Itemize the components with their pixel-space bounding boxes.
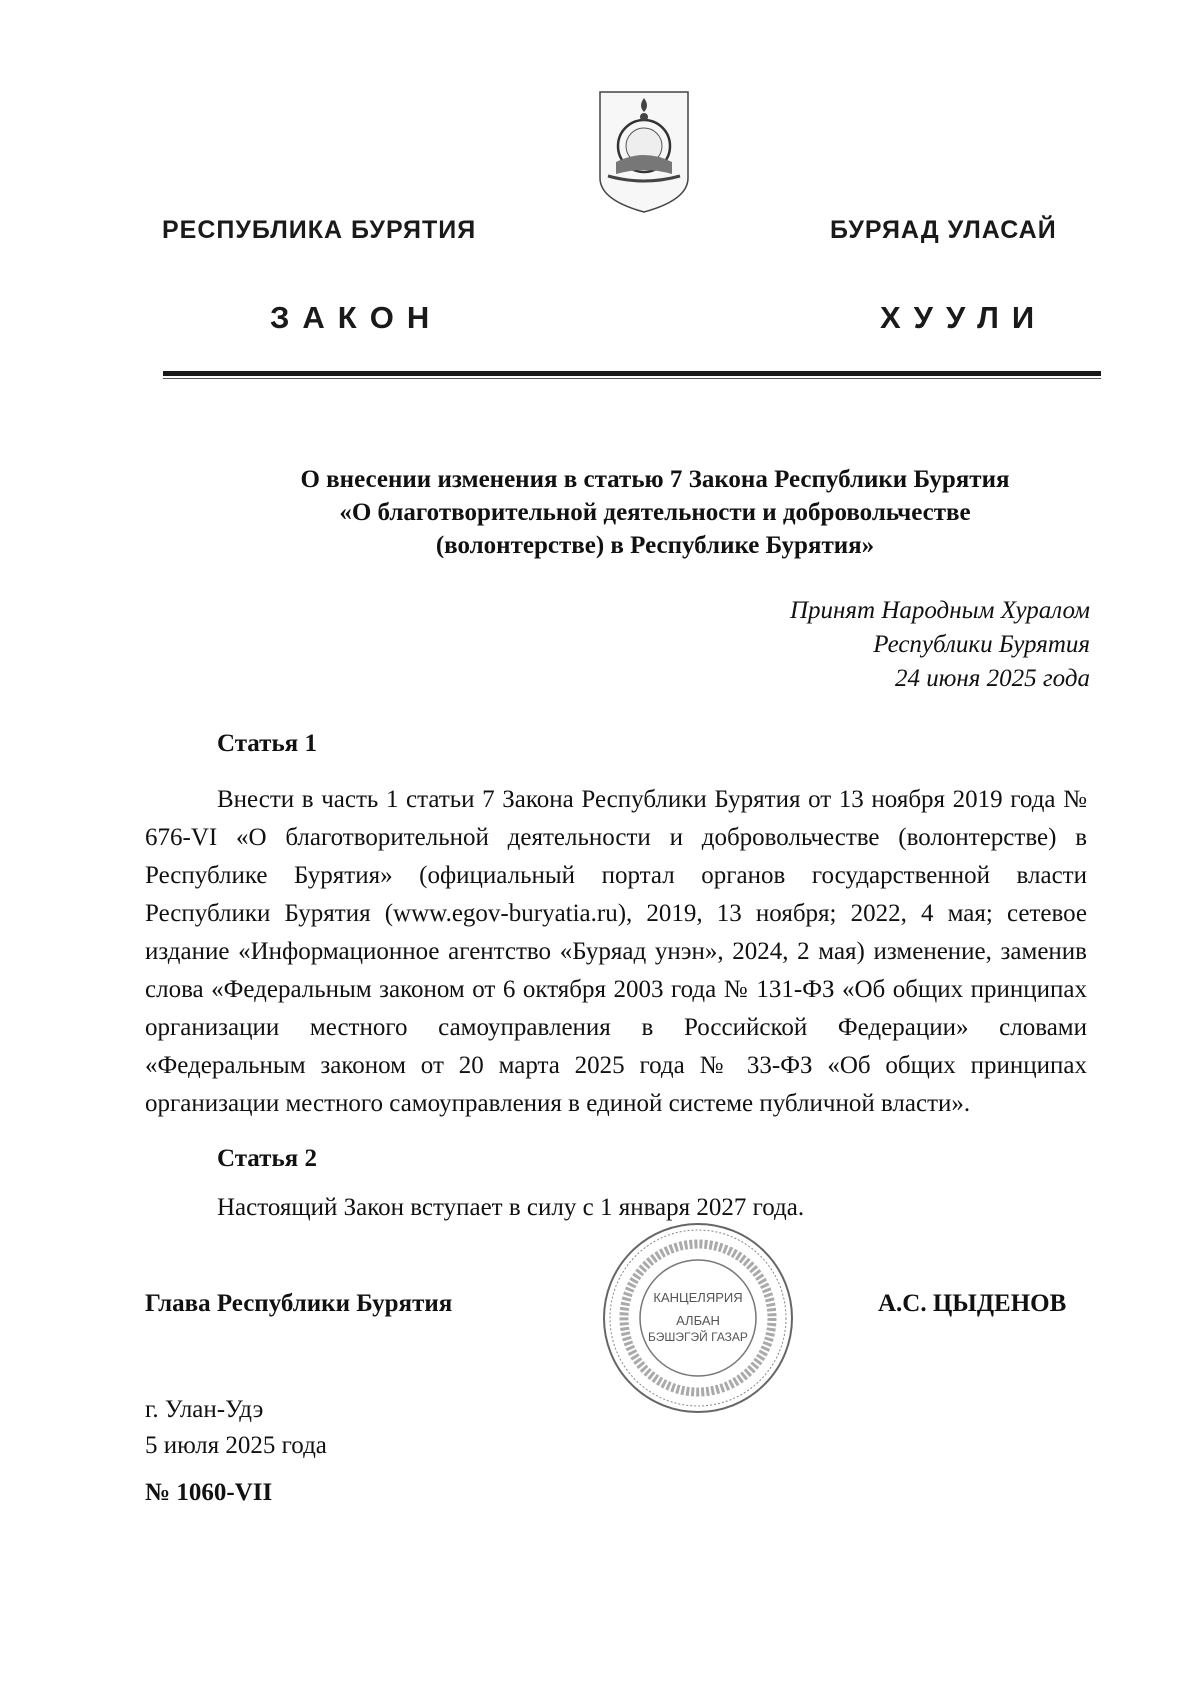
seal-text-line: АЛБАН	[676, 1313, 720, 1328]
adoption-line: 24 июня 2025 года	[895, 665, 1090, 692]
article-2-text: Настоящий Закон вступает в силу с 1 января 2027 года.	[217, 1194, 805, 1221]
signatory-title: Глава Республики Бурятия	[145, 1290, 453, 1317]
adoption-note	[790, 594, 1090, 696]
article-1-text: Внести в часть 1 статьи 7 Закона Республики Бурятия от 13 ноября 2019 года № 676-VI «О благотворительной деятельности и добровольчестве (волонтерстве) в Республике Бурятия» (официальный портал органов государственной власти Республики Бурятия (www.egov-buryatia.ru), 2019, 13 ноября; 2022, 4 мая; сетевое издание «Информационное агентство «Буряад унэн», 2024, 2 мая) изменение, заменив слова «Федеральным законом от 6 октября 2003 года № 131-ФЗ «Об общих принципах организации местного самоуправления в Российской Федерации» словами «Федеральным законом от 20 марта 2025 года № 33-ФЗ «Об общих принципах организации местного самоуправления в единой системе публичной власти».	[145, 786, 1087, 1117]
signing-date: 5 июля 2025 года	[145, 1432, 327, 1459]
title-line: О внесении изменения в статью 7 Закона Республики Бурятия	[300, 466, 1010, 493]
signatory-name: А.С. ЦЫДЕНОВ	[878, 1290, 1067, 1317]
place: г. Улан-Удэ	[145, 1396, 264, 1423]
title-line: (волонтерстве) в Республике Бурятия»	[435, 532, 875, 559]
header-divider-thin	[163, 378, 1101, 379]
republic-name-bur: БУРЯАД УЛАСАЙ	[830, 216, 1057, 244]
place-and-date	[145, 1392, 327, 1464]
seal-text-line: БЭШЭГЭЙ ГАЗАР	[648, 1330, 748, 1344]
title-line: «О благотворительной деятельности и добровольчестве	[339, 499, 971, 526]
official-seal-stamp	[598, 1218, 798, 1418]
coat-of-arms-emblem	[594, 90, 694, 215]
header-divider	[163, 371, 1101, 376]
article-2-heading: Статья 2	[217, 1145, 317, 1172]
seal-text-line: КАНЦЕЛЯРИЯ	[653, 1290, 743, 1305]
law-label-ru: ЗАКОН	[270, 300, 443, 335]
adoption-line: Республики Бурятия	[873, 631, 1090, 658]
adoption-line: Принят Народным Хуралом	[789, 597, 1090, 624]
article-1-heading: Статья 1	[217, 730, 317, 757]
law-label-bur: ХУУЛИ	[880, 300, 1048, 335]
republic-name-ru: РЕСПУБЛИКА БУРЯТИЯ	[162, 216, 477, 244]
law-number: № 1060-VII	[145, 1479, 273, 1506]
law-title	[163, 463, 1147, 562]
